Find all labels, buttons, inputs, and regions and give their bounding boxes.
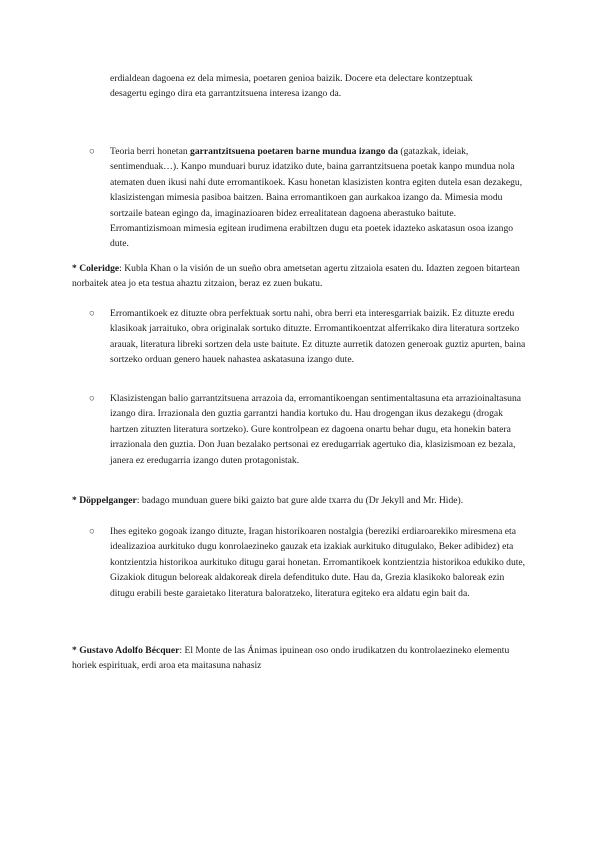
bullet-1-bold: garrantzitsuena poetaren barne mundua izango da: [190, 146, 399, 157]
bullet-1-pre: Teoria berri honetan: [110, 146, 191, 157]
bullet-marker: ○: [89, 146, 95, 157]
bullet-paragraph-1: [110, 144, 528, 252]
doppelganger-paragraph: [72, 493, 542, 508]
becquer-text: : El Monte de las Ánimas ipuinean oso ondo irudikatzen du kontrolaezineko elementu horiek espirituak, erdi aroa eta maitasuna nahasiz: [72, 645, 510, 672]
coleridge-paragraph: [72, 261, 528, 292]
doppelganger-text: : badago munduan guere biki gaizto bat gure alde txarra du (Dr Jekyll and Mr. Hide).: [136, 495, 464, 506]
doppelganger-name: * Döppelganger: [72, 495, 137, 506]
becquer-paragraph: [72, 643, 528, 674]
bullet-paragraph-3: Klasizistengan balio garrantzitsuena arrazoia da, erromantikoengan sentimentaltasuna eta arrazioinaltasuna izango dira. Irrazionala den guztia garrantzi handia kortuko du. Hau drogengan ikus dezakegu (drogak hartzen zituzten literatura sortzeko). Gure kontrolpean ez dagoena onartu behar dugu, eta honekin batera irrazionala den guztia. Don Juan bezalako pertsonai ez eredugarriak agertuko dia, klasizismoan ez bezala, janera ez eredugarria izango duten protagonistak.: [110, 393, 522, 466]
bullet-paragraph-2: Erromantikoek ez dituzte obra perfektuak sortu nahi, obra berri eta interesgarriak baizik. Ez dituzte eredu klasikoak jarraituko, obra originalak sortuko dituzte. Erromantikoentzat alferrikako dira literatura sortzeko arauak, literatura libreki sortzen dela uste baitute. Ez dituzte aurretik datozen generoak guztiz apurten, baina sortzeko orduan genero hauek nahastea askatasuna izango dute.: [110, 308, 526, 366]
coleridge-name: * Coleridge: [72, 263, 120, 274]
bullet-1-post: (gatazkak, ideiak, sentimenduak…). Kanpo munduari buruz idatziko dute, baina garrantzitsuena poetak kanpo mundua nola atematen duen ikusi nahi dute erromantikoek. Kasu honetan klasizisten kontra egiten dutela esan dezakegu, klasizistengan mimesia pasiboa baitzen. Baina erromantikoen gan aurkakoa izango da. Mimesia modu sortzaile batean egingo da, imaginazioaren bidez errealitatean dagoena aberastuko baitute. Erromantizismoan mimesia egitean irudimena erabiltzen dugu eta poetek idazteko askatasun osoa izango dute.: [110, 146, 523, 250]
becquer-name: * Gustavo Adolfo Bécquer: [72, 645, 180, 656]
bullet-marker: ○: [89, 526, 95, 537]
bullet-paragraph-4: Ihes egiteko gogoak izango dituzte, Iragan historikoaren nostalgia (bereziki erdiaroarekiko miresmena eta idealizazioa aurkituko dugu konrolaezineko gauzak eta izakiak aurkituko ditugulako, Beker adibidez) eta kontzientzia historikoa aurkituko ditugu garai honetan. Erromantikoek kontzientzia historikoa edukiko dute, Gizakiok ditugun beloreak aldakoreak direla defendituko dute. Hau da, Grezia klasikoko baloreak ezin ditugu erabili beste garaietako literatura baloratzeko, literatura egiteko era aldatu egin bait da.: [110, 526, 526, 599]
bullet-marker: ○: [89, 393, 95, 404]
bullet-marker: ○: [89, 308, 95, 319]
intro-paragraph: erdialdean dagoena ez dela mimesia, poetaren genioa baizik. Docere eta delectare kontzeptuak desagertu egingo dira eta garrantzitsuena interesa izango da.: [110, 73, 473, 100]
coleridge-text: : Kubla Khan o la visión de un sueño obra ametsetan agertu zitzaiola esaten du. Idazten zegoen bitartean norbaitek atea jo eta testua ahaztu zitzaion, beraz ez zuen bukatu.: [72, 263, 520, 290]
